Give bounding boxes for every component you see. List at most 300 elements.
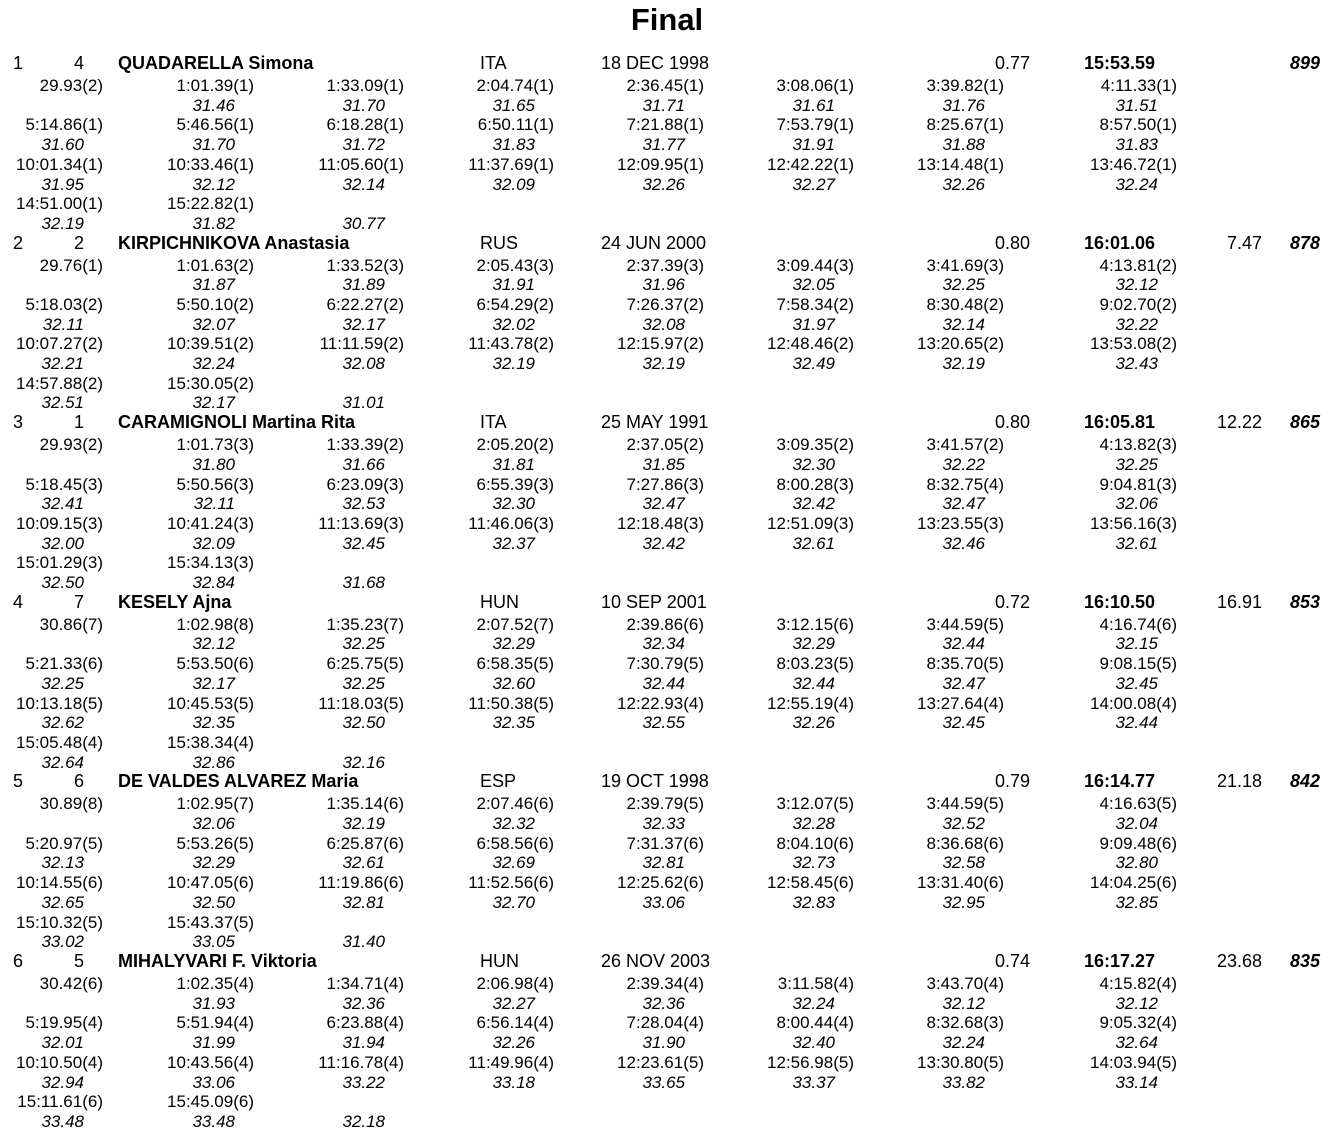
time-behind: 21.18 [1216, 771, 1262, 792]
reaction-time: 0.77 [994, 53, 1030, 73]
cumulative-split: 11:49.96(4) [468, 1052, 554, 1072]
birth-date: 24 JUN 2000 [601, 232, 707, 253]
lap-row [0, 393, 1334, 413]
lap-time: 31.88 [942, 135, 985, 155]
cumulative-split: 3:41.57(2) [926, 435, 1004, 455]
lap-time: 32.09 [192, 533, 235, 553]
lap-time: 33.14 [1115, 1072, 1158, 1092]
cumulative-split: 11:37.69(1) [468, 154, 554, 174]
lap-time: 32.32 [492, 814, 535, 834]
split-row [0, 374, 1334, 394]
lap-row [0, 1033, 1334, 1053]
cumulative-split: 4:13.82(3) [1099, 435, 1177, 455]
cumulative-split: 1:02.98(8) [176, 614, 254, 634]
lap-time: 32.73 [792, 853, 835, 873]
lap-time: 32.21 [41, 354, 84, 374]
lap-time: 33.22 [342, 1072, 385, 1092]
lap-row [0, 932, 1334, 952]
lap-time: 32.12 [942, 993, 985, 1013]
cumulative-split: 12:42.22(1) [767, 154, 854, 174]
lap-time: 31.89 [342, 275, 385, 295]
split-row [0, 194, 1334, 214]
split-row [0, 1013, 1334, 1033]
cumulative-split: 2:37.05(2) [626, 435, 704, 455]
cumulative-split: 2:07.52(7) [476, 614, 554, 634]
cumulative-split: 4:15.82(4) [1099, 974, 1177, 993]
cumulative-split: 1:01.39(1) [176, 76, 254, 95]
cumulative-split: 5:53.50(6) [176, 654, 254, 674]
cumulative-split: 6:54.29(2) [476, 294, 554, 314]
lap-time: 33.06 [192, 1072, 235, 1092]
nation-code: ITA [480, 412, 507, 433]
birth-date: 10 SEP 2001 [601, 591, 707, 612]
cumulative-split: 12:58.45(6) [767, 873, 854, 893]
athlete-name: DE VALDES ALVAREZ Maria [118, 771, 359, 792]
lap-time: 32.14 [942, 314, 985, 334]
cumulative-split: 10:47.05(6) [167, 873, 254, 893]
cumulative-split: 3:44.59(5) [926, 614, 1004, 634]
lap-time: 32.29 [792, 634, 835, 654]
lap-time: 32.64 [1115, 1033, 1158, 1053]
reaction-time: 0.72 [994, 591, 1030, 612]
lap-time: 32.15 [1115, 634, 1158, 654]
lap-time: 32.35 [192, 713, 235, 733]
cumulative-split: 3:12.07(5) [776, 794, 854, 814]
cumulative-split: 14:51.00(1) [16, 194, 103, 214]
cumulative-split: 6:55.39(3) [476, 474, 554, 494]
lap-time: 32.19 [41, 213, 84, 233]
lap-time: 32.44 [792, 673, 835, 693]
cumulative-split: 1:33.39(2) [326, 435, 404, 455]
lap-row [0, 1073, 1334, 1093]
athlete-header [0, 233, 1334, 253]
cumulative-split: 14:00.08(4) [1090, 693, 1177, 713]
cumulative-split: 11:19.86(6) [318, 873, 404, 893]
cumulative-split: 6:23.88(4) [326, 1013, 404, 1033]
split-row [0, 295, 1334, 315]
lap-row [0, 853, 1334, 873]
lap-time: 32.84 [192, 573, 235, 593]
lap-time: 32.19 [342, 814, 385, 834]
cumulative-split: 29.76(1) [39, 255, 103, 275]
split-row [0, 256, 1334, 276]
cumulative-split: 13:23.55(3) [917, 513, 1004, 533]
final-time: 16:14.77 [1084, 771, 1156, 792]
cumulative-split: 6:56.14(4) [476, 1013, 554, 1033]
lap-time: 31.40 [342, 932, 385, 952]
cumulative-split: 12:51.09(3) [767, 513, 854, 533]
birth-date: 25 MAY 1991 [601, 412, 709, 433]
lap-time: 32.60 [492, 673, 535, 693]
lap-row [0, 494, 1334, 514]
cumulative-split: 9:04.81(3) [1099, 474, 1177, 494]
athlete-header [0, 771, 1334, 791]
cumulative-split: 5:19.95(4) [25, 1013, 103, 1033]
cumulative-split: 2:37.39(3) [626, 255, 704, 275]
cumulative-split: 12:55.19(4) [767, 693, 854, 713]
cumulative-split: 1:02.35(4) [176, 974, 254, 993]
cumulative-split: 10:09.15(3) [16, 513, 103, 533]
lap-time: 32.24 [1115, 174, 1158, 194]
athlete-block [0, 53, 1334, 233]
split-row [0, 694, 1334, 714]
lap-time: 32.29 [192, 853, 235, 873]
lap-time: 31.70 [192, 135, 235, 155]
athlete-block [0, 233, 1334, 413]
cumulative-split: 5:46.56(1) [176, 115, 254, 135]
cumulative-split: 15:43.37(5) [167, 912, 254, 932]
split-row [0, 1092, 1334, 1112]
lane-cell: 4 [73, 53, 84, 73]
cumulative-split: 5:50.10(2) [176, 294, 254, 314]
lap-time: 32.27 [792, 174, 835, 194]
cumulative-split: 1:35.14(6) [326, 794, 404, 814]
lap-time: 32.58 [942, 853, 985, 873]
athlete-header [0, 412, 1334, 432]
cumulative-split: 5:14.86(1) [25, 115, 103, 135]
cumulative-split: 9:09.48(6) [1099, 833, 1177, 853]
lap-row [0, 135, 1334, 155]
cumulative-split: 11:13.69(3) [318, 513, 404, 533]
lap-time: 32.70 [492, 892, 535, 912]
cumulative-split: 10:39.51(2) [167, 334, 254, 354]
lap-row [0, 354, 1334, 374]
lap-time: 32.64 [41, 752, 84, 772]
lap-time: 31.82 [192, 213, 235, 233]
cumulative-split: 8:00.44(4) [776, 1013, 854, 1033]
cumulative-split: 30.86(7) [39, 614, 103, 634]
reaction-time: 0.79 [994, 771, 1030, 792]
cumulative-split: 4:16.74(6) [1099, 614, 1177, 634]
lap-time: 32.11 [193, 494, 235, 514]
lap-time: 31.72 [342, 135, 385, 155]
lap-time: 33.82 [942, 1072, 985, 1092]
lap-time: 32.12 [192, 634, 235, 654]
lap-time: 32.22 [942, 454, 985, 474]
cumulative-split: 1:01.63(2) [176, 255, 254, 275]
cumulative-split: 9:05.32(4) [1099, 1013, 1177, 1033]
split-row [0, 733, 1334, 753]
lap-time: 33.06 [642, 892, 685, 912]
fina-points: 865 [1289, 412, 1320, 433]
lap-time: 33.48 [41, 1111, 84, 1131]
lap-time: 31.65 [492, 95, 535, 115]
cumulative-split: 13:46.72(1) [1090, 154, 1177, 174]
rank-cell: 3 [13, 412, 24, 433]
cumulative-split: 12:25.62(6) [617, 873, 704, 893]
lap-time: 31.77 [642, 135, 685, 155]
lap-time: 30.77 [342, 213, 385, 233]
lap-time: 32.47 [642, 494, 685, 514]
lap-time: 31.60 [41, 135, 84, 155]
lap-time: 32.25 [342, 673, 385, 693]
split-row [0, 475, 1334, 495]
lap-time: 32.51 [41, 393, 84, 413]
lap-time: 32.45 [1115, 673, 1158, 693]
lap-time: 32.14 [342, 174, 385, 194]
cumulative-split: 3:43.70(4) [926, 974, 1004, 993]
cumulative-split: 2:05.43(3) [476, 255, 554, 275]
cumulative-split: 2:39.86(6) [626, 614, 704, 634]
lap-time: 32.40 [792, 1033, 835, 1053]
cumulative-split: 13:31.40(6) [917, 873, 1004, 893]
lap-time: 32.24 [192, 354, 235, 374]
cumulative-split: 6:22.27(2) [326, 294, 404, 314]
nation-code: HUN [480, 591, 519, 612]
lap-time: 32.12 [1115, 993, 1158, 1013]
cumulative-split: 10:10.50(4) [16, 1052, 103, 1072]
athlete-name: QUADARELLA Simona [118, 53, 314, 73]
time-behind: 12.22 [1216, 412, 1262, 433]
final-time: 16:17.27 [1084, 951, 1156, 971]
rank-cell: 6 [13, 951, 24, 971]
split-row [0, 873, 1334, 893]
cumulative-split: 7:21.88(1) [626, 115, 704, 135]
cumulative-split: 13:14.48(1) [917, 154, 1004, 174]
cumulative-split: 15:10.32(5) [16, 912, 103, 932]
lap-time: 32.08 [642, 314, 685, 334]
lap-time: 32.00 [41, 533, 84, 553]
rank-cell: 2 [13, 232, 24, 253]
cumulative-split: 10:07.27(2) [16, 334, 103, 354]
cumulative-split: 15:11.61(6) [17, 1092, 103, 1112]
lap-time: 31.71 [642, 95, 685, 115]
lap-time: 32.25 [1115, 454, 1158, 474]
cumulative-split: 7:31.37(6) [626, 833, 704, 853]
lap-time: 31.83 [1115, 135, 1158, 155]
lap-time: 32.19 [492, 354, 535, 374]
cumulative-split: 30.42(6) [39, 974, 103, 993]
lane-cell: 6 [73, 771, 84, 792]
cumulative-split: 11:11.59(2) [319, 334, 404, 354]
nation-code: HUN [480, 951, 519, 971]
lap-time: 32.30 [792, 454, 835, 474]
reaction-time: 0.80 [994, 232, 1030, 253]
fina-points: 835 [1289, 951, 1320, 971]
cumulative-split: 8:36.68(6) [926, 833, 1004, 853]
lap-time: 32.26 [642, 174, 685, 194]
lap-time: 32.42 [642, 533, 685, 553]
athlete-block [0, 412, 1334, 592]
lap-time: 32.07 [192, 314, 235, 334]
time-behind: 7.47 [1226, 232, 1262, 253]
lap-time: 31.80 [192, 454, 235, 474]
cumulative-split: 5:18.03(2) [25, 294, 103, 314]
split-row [0, 553, 1334, 573]
cumulative-split: 14:57.88(2) [16, 373, 103, 393]
lap-time: 32.95 [942, 892, 985, 912]
lap-time: 32.01 [41, 1033, 84, 1053]
cumulative-split: 8:30.48(2) [926, 294, 1004, 314]
cumulative-split: 12:22.93(4) [617, 693, 704, 713]
cumulative-split: 13:30.80(5) [917, 1052, 1004, 1072]
lap-time: 32.06 [1115, 494, 1158, 514]
cumulative-split: 11:46.06(3) [468, 513, 554, 533]
rank-cell: 1 [13, 53, 24, 73]
lap-time: 32.81 [342, 892, 385, 912]
lap-row [0, 573, 1334, 593]
lap-time: 32.65 [41, 892, 84, 912]
lap-time: 32.42 [792, 494, 835, 514]
lap-time: 31.46 [192, 95, 235, 115]
cumulative-split: 8:35.70(5) [926, 654, 1004, 674]
lap-row [0, 315, 1334, 335]
cumulative-split: 30.89(8) [39, 794, 103, 814]
split-row [0, 615, 1334, 635]
final-time: 16:10.50 [1084, 591, 1156, 612]
cumulative-split: 11:05.60(1) [318, 154, 404, 174]
cumulative-split: 8:25.67(1) [926, 115, 1004, 135]
lap-time: 31.51 [1115, 95, 1158, 115]
cumulative-split: 10:14.55(6) [16, 873, 103, 893]
cumulative-split: 13:27.64(4) [917, 693, 1004, 713]
athlete-block [0, 592, 1334, 772]
lap-time: 31.93 [192, 993, 235, 1013]
cumulative-split: 11:16.78(4) [318, 1052, 404, 1072]
cumulative-split: 7:58.34(2) [776, 294, 854, 314]
lap-time: 32.25 [41, 673, 84, 693]
cumulative-split: 5:53.26(5) [176, 833, 254, 853]
split-row [0, 334, 1334, 354]
cumulative-split: 8:03.23(5) [776, 654, 854, 674]
final-time: 16:01.06 [1084, 232, 1156, 253]
cumulative-split: 15:45.09(6) [167, 1092, 254, 1112]
cumulative-split: 1:33.52(3) [326, 255, 404, 275]
lap-row [0, 994, 1334, 1014]
lap-time: 33.02 [41, 932, 84, 952]
lap-row [0, 96, 1334, 116]
lap-time: 32.41 [41, 494, 84, 514]
lap-time: 31.97 [792, 314, 835, 334]
lap-time: 31.70 [342, 95, 385, 115]
lap-time: 31.91 [792, 135, 835, 155]
lap-time: 31.94 [342, 1033, 385, 1053]
athlete-name: KESELY Ajna [118, 591, 232, 612]
cumulative-split: 3:12.15(6) [776, 614, 854, 634]
lap-time: 32.17 [192, 673, 235, 693]
lap-time: 32.80 [1115, 853, 1158, 873]
final-time: 15:53.59 [1084, 53, 1156, 73]
cumulative-split: 5:20.97(5) [25, 833, 103, 853]
lap-time: 32.35 [492, 713, 535, 733]
fina-points: 899 [1289, 53, 1320, 73]
athlete-name: MIHALYVARI F. Viktoria [118, 951, 317, 971]
split-row [0, 834, 1334, 854]
reaction-time: 0.80 [994, 412, 1030, 433]
lap-row [0, 175, 1334, 195]
cumulative-split: 4:11.33(1) [1100, 76, 1177, 95]
lap-time: 33.05 [192, 932, 235, 952]
lap-time: 32.50 [192, 892, 235, 912]
split-row [0, 913, 1334, 933]
cumulative-split: 8:32.75(4) [926, 474, 1004, 494]
cumulative-split: 7:53.79(1) [776, 115, 854, 135]
lap-time: 32.50 [41, 573, 84, 593]
lap-time: 32.33 [642, 814, 685, 834]
birth-date: 18 DEC 1998 [601, 53, 710, 73]
cumulative-split: 11:18.03(5) [318, 693, 404, 713]
cumulative-split: 1:33.09(1) [326, 76, 404, 95]
rank-cell: 4 [13, 591, 24, 612]
lap-time: 32.45 [942, 713, 985, 733]
lap-time: 31.85 [642, 454, 685, 474]
lap-time: 31.81 [492, 454, 535, 474]
cumulative-split: 13:56.16(3) [1090, 513, 1177, 533]
athlete-header [0, 592, 1334, 612]
lap-time: 31.99 [192, 1033, 235, 1053]
cumulative-split: 14:04.25(6) [1090, 873, 1177, 893]
lap-time: 32.24 [792, 993, 835, 1013]
cumulative-split: 5:50.56(3) [176, 474, 254, 494]
cumulative-split: 6:58.35(5) [476, 654, 554, 674]
lap-time: 32.37 [492, 533, 535, 553]
cumulative-split: 6:23.09(3) [326, 474, 404, 494]
cumulative-split: 7:30.79(5) [626, 654, 704, 674]
split-row [0, 155, 1334, 175]
lap-time: 32.50 [342, 713, 385, 733]
lap-time: 32.61 [792, 533, 835, 553]
cumulative-split: 8:57.50(1) [1099, 115, 1177, 135]
birth-date: 19 OCT 1998 [601, 771, 709, 792]
lap-row [0, 214, 1334, 234]
cumulative-split: 3:39.82(1) [926, 76, 1004, 95]
cumulative-split: 12:56.98(5) [767, 1052, 854, 1072]
lap-time: 32.24 [942, 1033, 985, 1053]
lap-time: 32.44 [1115, 713, 1158, 733]
athlete-name: KIRPICHNIKOVA Anastasia [118, 232, 350, 253]
lap-row [0, 1112, 1334, 1132]
cumulative-split: 6:18.28(1) [326, 115, 404, 135]
nation-code: ESP [480, 771, 517, 792]
lap-time: 32.69 [492, 853, 535, 873]
cumulative-split: 7:28.04(4) [626, 1013, 704, 1033]
lap-time: 32.16 [342, 752, 385, 772]
cumulative-split: 14:03.94(5) [1090, 1052, 1177, 1072]
cumulative-split: 2:39.34(4) [626, 974, 704, 993]
cumulative-split: 12:18.48(3) [617, 513, 704, 533]
lap-time: 32.25 [942, 275, 985, 295]
lap-time: 32.17 [342, 314, 385, 334]
cumulative-split: 12:09.95(1) [617, 154, 704, 174]
split-row [0, 794, 1334, 814]
lane-cell: 1 [73, 412, 84, 433]
lap-time: 32.26 [492, 1033, 535, 1053]
cumulative-split: 3:09.44(3) [776, 255, 854, 275]
lap-time: 32.13 [41, 853, 84, 873]
rank-cell: 5 [13, 771, 24, 792]
lap-time: 31.68 [342, 573, 385, 593]
cumulative-split: 3:08.06(1) [776, 76, 854, 95]
split-row [0, 435, 1334, 455]
split-row [0, 654, 1334, 674]
lane-cell: 2 [73, 232, 84, 253]
lap-time: 32.83 [792, 892, 835, 912]
lap-time: 32.29 [492, 634, 535, 654]
cumulative-split: 13:53.08(2) [1090, 334, 1177, 354]
cumulative-split: 3:41.69(3) [926, 255, 1004, 275]
lap-time: 32.53 [342, 494, 385, 514]
lap-time: 33.37 [792, 1072, 835, 1092]
lap-time: 32.25 [342, 634, 385, 654]
cumulative-split: 11:52.56(6) [468, 873, 554, 893]
lap-time: 32.47 [942, 494, 985, 514]
cumulative-split: 15:01.29(3) [16, 553, 103, 573]
lane-cell: 7 [73, 591, 84, 612]
cumulative-split: 6:58.56(6) [476, 833, 554, 853]
lap-time: 32.49 [792, 354, 835, 374]
lap-time: 31.91 [492, 275, 535, 295]
lap-time: 32.02 [492, 314, 535, 334]
